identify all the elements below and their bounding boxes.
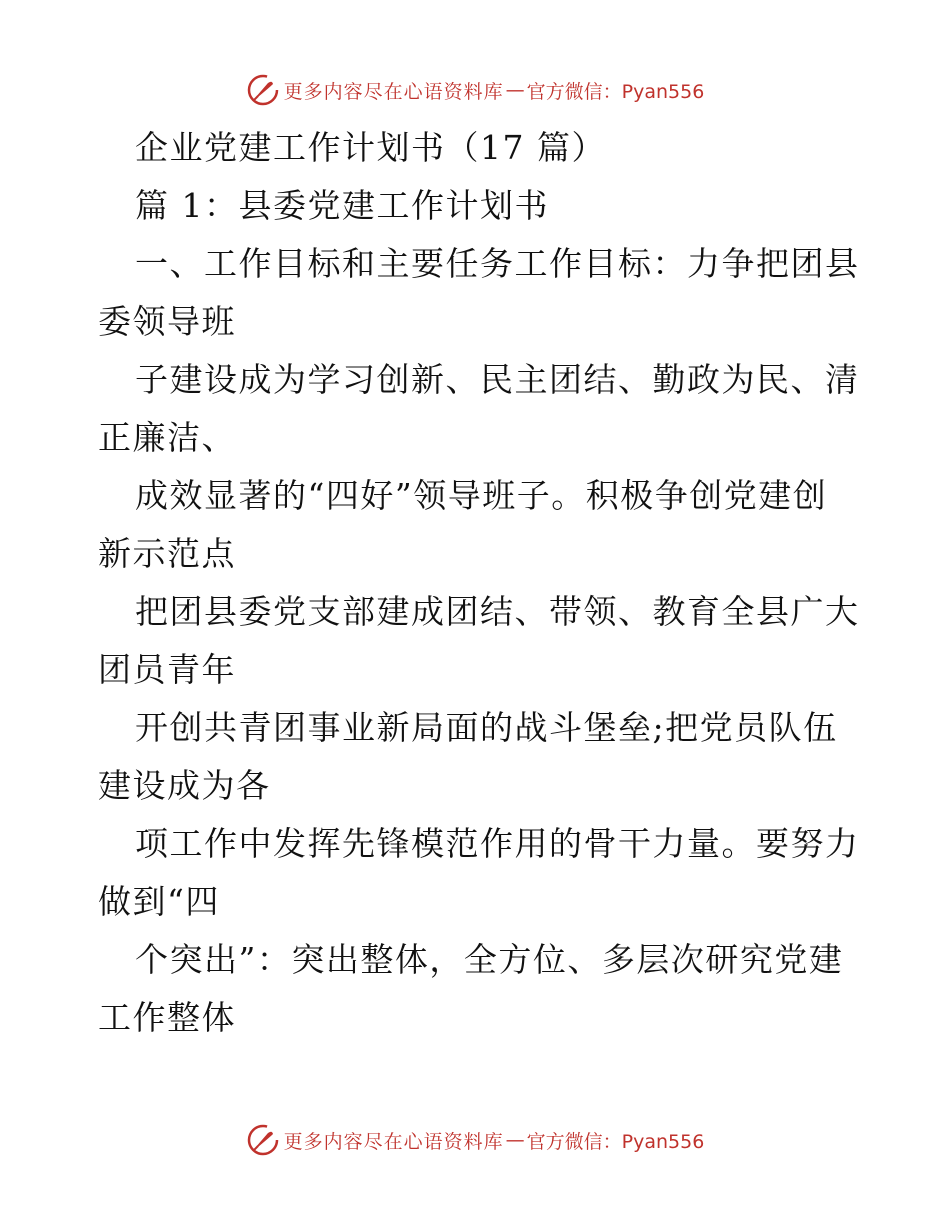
header-banner-contact: 官方微信：Pyan556 xyxy=(526,80,705,103)
quill-pen-circle-logo-icon xyxy=(246,1123,280,1157)
footer-banner-separator: — xyxy=(505,1129,525,1151)
paragraph-line: 子建设成为学习创新、民主团结、勤政为民、清 xyxy=(135,360,860,399)
paragraph-line: 个突出”：突出整体，全方位、多层次研究党建 xyxy=(135,940,844,979)
paragraph-line: 工作整体 xyxy=(98,998,236,1037)
paragraph-line: 团员青年 xyxy=(98,650,236,689)
document-subtitle: 篇 1：县委党建工作计划书 xyxy=(135,186,549,225)
footer-banner-text: 更多内容尽在心语资料库 xyxy=(283,1130,504,1153)
header-banner xyxy=(0,70,950,110)
header-banner-inner xyxy=(246,73,705,107)
paragraph-line: 委领导班 xyxy=(98,302,236,341)
paragraph-line: 做到“四 xyxy=(98,882,220,921)
header-banner-text: 更多内容尽在心语资料库 xyxy=(283,80,504,103)
paragraph-line: 一、工作目标和主要任务工作目标：力争把团县 xyxy=(135,244,860,283)
paragraph-line: 项工作中发挥先锋模范作用的骨干力量。要努力 xyxy=(135,824,860,863)
footer-banner xyxy=(0,1120,950,1160)
footer-banner-inner xyxy=(246,1123,705,1157)
quill-pen-circle-logo-icon xyxy=(246,73,280,107)
header-banner-separator: — xyxy=(505,79,525,101)
paragraph-line: 建设成为各 xyxy=(98,766,271,805)
paragraph-line: 把团县委党支部建成团结、带领、教育全县广大 xyxy=(135,592,860,631)
paragraph-line: 开创共青团事业新局面的战斗堡垒;把党员队伍 xyxy=(135,708,838,747)
paragraph-line: 正廉洁、 xyxy=(98,418,236,457)
document-title: 企业党建工作计划书（17 篇） xyxy=(135,128,606,167)
paragraph-line: 新示范点 xyxy=(98,534,236,573)
footer-banner-contact: 官方微信：Pyan556 xyxy=(526,1130,705,1153)
paragraph-line: 成效显著的“四好”领导班子。积极争创党建创 xyxy=(135,476,828,515)
